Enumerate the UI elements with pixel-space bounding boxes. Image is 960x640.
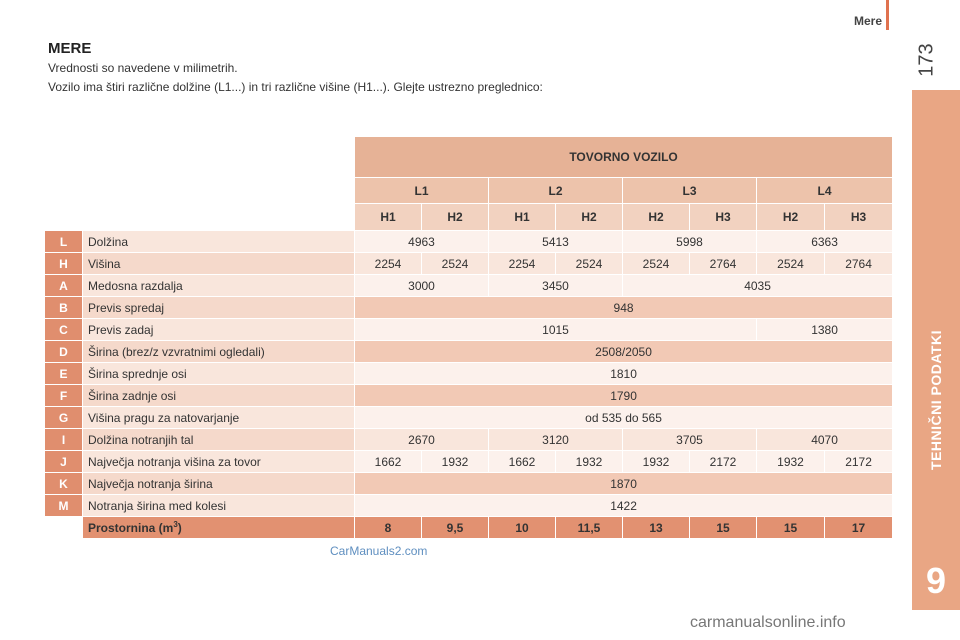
intro-text-1: Vrednosti so navedene v milimetrih. <box>48 61 238 75</box>
row-value: 2524 <box>623 253 690 275</box>
row-value: 2524 <box>757 253 825 275</box>
intro-text-2: Vozilo ima štiri različne dolžine (L1...) in tri različne višine (H1...). Glejte ustrezno preglednico: <box>48 80 543 94</box>
page-title: MERE <box>48 40 92 57</box>
row-value: 4070 <box>757 429 893 451</box>
row-value: od 535 do 565 <box>355 407 893 429</box>
page-number: 173 <box>915 43 938 77</box>
row-label: Največja notranja širina <box>83 473 355 495</box>
header-accent-line <box>886 0 889 30</box>
row-letter: E <box>45 363 83 385</box>
table-row <box>45 451 893 473</box>
table-row <box>45 297 893 319</box>
row-value: 2764 <box>690 253 757 275</box>
chapter-sidebar <box>912 90 960 610</box>
row-value: 3120 <box>489 429 623 451</box>
row-value: 2508/2050 <box>355 341 893 363</box>
row-letter: J <box>45 451 83 473</box>
row-value: 4963 <box>355 231 489 253</box>
row-label: Medosna razdalja <box>83 275 355 297</box>
row-value: 1662 <box>489 451 556 473</box>
watermark: CarManuals2.com <box>330 544 428 558</box>
row-letter: L <box>45 231 83 253</box>
chapter-title: TEHNIČNI PODATKI <box>928 330 944 470</box>
row-label: Širina zadnje osi <box>83 385 355 407</box>
row-value: 2254 <box>489 253 556 275</box>
row-value: 5413 <box>489 231 623 253</box>
row-label: Dolžina <box>83 231 355 253</box>
row-letter: D <box>45 341 83 363</box>
volume-value: 9,5 <box>422 517 489 539</box>
row-value: 1662 <box>355 451 422 473</box>
row-value: 1932 <box>623 451 690 473</box>
table-row <box>45 341 893 363</box>
table-row <box>45 275 893 297</box>
height-header: H1 <box>355 204 422 231</box>
length-header: L3 <box>623 178 757 204</box>
table-row <box>45 319 893 341</box>
row-label: Širina sprednje osi <box>83 363 355 385</box>
length-header: L2 <box>489 178 623 204</box>
row-label: Dolžina notranjih tal <box>83 429 355 451</box>
volume-value: 15 <box>757 517 825 539</box>
row-value: 4035 <box>623 275 893 297</box>
row-value: 6363 <box>757 231 893 253</box>
row-label: Višina <box>83 253 355 275</box>
row-label: Previs zadaj <box>83 319 355 341</box>
height-header: H3 <box>690 204 757 231</box>
table-row <box>45 385 893 407</box>
row-value: 1932 <box>556 451 623 473</box>
row-letter: C <box>45 319 83 341</box>
volume-value: 8 <box>355 517 422 539</box>
footer-watermark: carmanualsonline.info <box>690 614 846 631</box>
row-letter: A <box>45 275 83 297</box>
row-value: 2254 <box>355 253 422 275</box>
chapter-number: 9 <box>925 560 947 601</box>
row-letter: K <box>45 473 83 495</box>
height-header: H2 <box>422 204 489 231</box>
volume-value: 17 <box>825 517 893 539</box>
row-label: Največja notranja višina za tovor <box>83 451 355 473</box>
table-row <box>45 473 893 495</box>
total-row <box>45 517 893 539</box>
dimensions-table <box>44 136 893 539</box>
table-row <box>45 407 893 429</box>
row-label: Širina (brez/z vzvratnimi ogledali) <box>83 341 355 363</box>
row-value: 5998 <box>623 231 757 253</box>
row-value: 3705 <box>623 429 757 451</box>
row-letter: G <box>45 407 83 429</box>
height-header: H3 <box>825 204 893 231</box>
volume-value: 13 <box>623 517 690 539</box>
row-value: 2670 <box>355 429 489 451</box>
row-letter: M <box>45 495 83 517</box>
row-value: 1932 <box>422 451 489 473</box>
table-header-lengths <box>45 178 893 204</box>
row-letter: F <box>45 385 83 407</box>
row-label: Previs spredaj <box>83 297 355 319</box>
row-value: 2764 <box>825 253 893 275</box>
volume-value: 11,5 <box>556 517 623 539</box>
row-value: 2524 <box>556 253 623 275</box>
section-title: Mere <box>853 14 882 28</box>
row-letter: H <box>45 253 83 275</box>
volume-value: 15 <box>690 517 757 539</box>
table-header-category <box>45 137 893 178</box>
row-value: 2172 <box>825 451 893 473</box>
table-header-heights <box>45 204 893 231</box>
row-value: 1015 <box>355 319 757 341</box>
height-header: H1 <box>489 204 556 231</box>
row-value: 1870 <box>355 473 893 495</box>
row-value: 3450 <box>489 275 623 297</box>
table-row <box>45 253 893 275</box>
volume-label: Prostornina $(m^3)$ <box>83 517 355 539</box>
table-row <box>45 363 893 385</box>
height-header: H2 <box>623 204 690 231</box>
row-label: Notranja širina med kolesi <box>83 495 355 517</box>
row-letter: B <box>45 297 83 319</box>
length-header: L4 <box>757 178 893 204</box>
row-value: 2172 <box>690 451 757 473</box>
row-value: 1790 <box>355 385 893 407</box>
row-value: 1810 <box>355 363 893 385</box>
row-value: 948 <box>355 297 893 319</box>
row-value: 3000 <box>355 275 489 297</box>
table-row <box>45 495 893 517</box>
row-value: 1380 <box>757 319 893 341</box>
row-label: Višina pragu za natovarjanje <box>83 407 355 429</box>
row-value: 1932 <box>757 451 825 473</box>
row-value: 2524 <box>422 253 489 275</box>
row-letter: I <box>45 429 83 451</box>
height-header: H2 <box>757 204 825 231</box>
category-header: TOVORNO VOZILO <box>355 137 893 178</box>
row-value: 1422 <box>355 495 893 517</box>
length-header: L1 <box>355 178 489 204</box>
table-row <box>45 231 893 253</box>
table-row <box>45 429 893 451</box>
height-header: H2 <box>556 204 623 231</box>
volume-value: 10 <box>489 517 556 539</box>
